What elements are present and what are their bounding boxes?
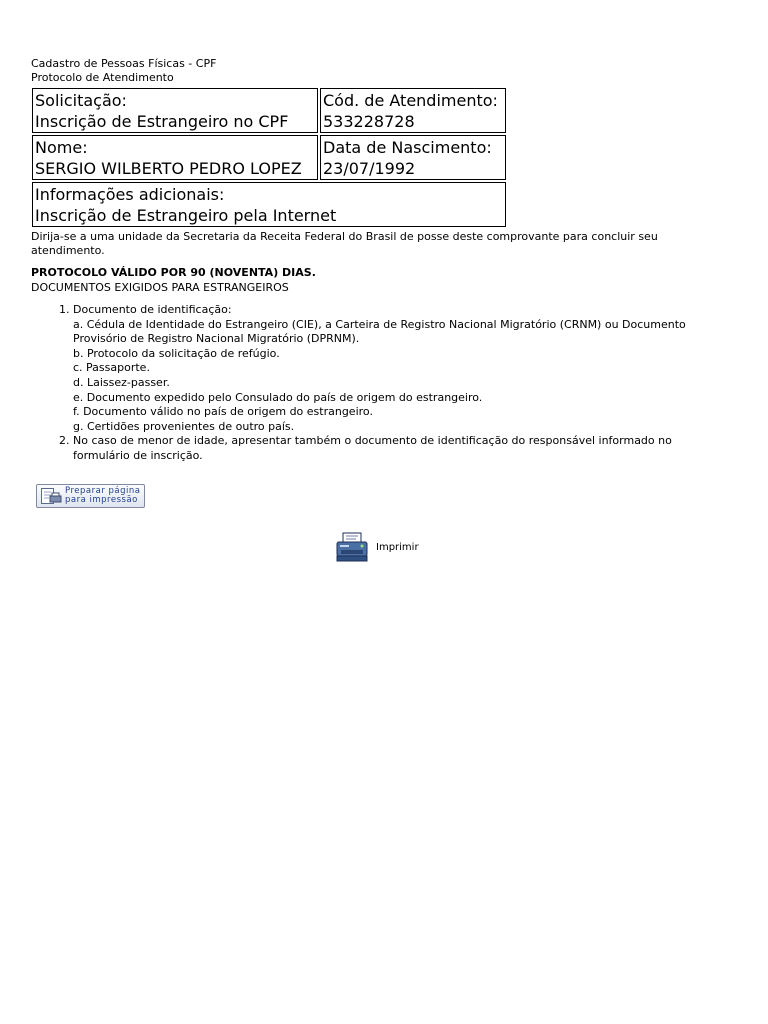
instructions-text: Dirija-se a uma unidade da Secretaria da Receita Federal do Brasil de posse deste comprovante para concluir seu atendimento. <box>31 230 658 257</box>
table-row <box>32 135 506 180</box>
list-subitem: d. Laissez-passer. <box>73 375 170 389</box>
cod-atendimento-label: Cód. de Atendimento: <box>323 91 498 110</box>
prepare-print-label-line1: Preparar página <box>65 486 141 496</box>
list-subitem: a. Cédula de Identidade do Estrangeiro (CIE), a Carteira de Registro Nacional Migratório (CRNM) ou Documento Provisório de Registro Nacional Migratório (DPRNM). <box>73 317 686 346</box>
solicitacao-value: Inscrição de Estrangeiro no CPF <box>35 112 289 131</box>
prepare-print-label <box>65 487 140 505</box>
printer-icon <box>336 532 368 562</box>
list-item-text: No caso de menor de idade, apresentar também o documento de identificação do responsável informado no formulário de inscrição. <box>73 434 672 462</box>
info-adicionais-cell <box>32 182 506 227</box>
list-subitem: e. Documento expedido pelo Consulado do país de origem do estrangeiro. <box>73 390 483 404</box>
data-nascimento-cell <box>320 135 506 180</box>
nome-value: SERGIO WILBERTO PEDRO LOPEZ <box>35 159 302 178</box>
list-subitem: c. Passaporte. <box>73 361 150 375</box>
list-item <box>73 303 731 434</box>
documents-title: DOCUMENTOS EXIGIDOS PARA ESTRANGEIROS <box>31 281 289 294</box>
cod-atendimento-cell <box>320 88 506 133</box>
page-print-preview-icon <box>40 487 62 505</box>
info-table <box>30 86 508 229</box>
list-item <box>73 434 731 463</box>
list-item-text: Documento de identificação: <box>73 303 232 316</box>
documents-list <box>31 303 731 464</box>
page-subtitle: Protocolo de Atendimento <box>31 71 174 84</box>
print-button[interactable] <box>336 532 419 562</box>
list-subitem: b. Protocolo da solicitação de refúgio. <box>73 346 280 360</box>
page-title: Cadastro de Pessoas Físicas - CPF <box>31 57 217 70</box>
info-adicionais-label: Informações adicionais: <box>35 185 225 204</box>
nome-label: Nome: <box>35 138 88 157</box>
nome-cell <box>32 135 318 180</box>
table-row <box>32 88 506 133</box>
data-nascimento-value: 23/07/1992 <box>323 159 416 178</box>
protocol-validity: PROTOCOLO VÁLIDO POR 90 (NOVENTA) DIAS. <box>31 266 316 279</box>
prepare-print-button[interactable] <box>36 484 145 508</box>
info-adicionais-value: Inscrição de Estrangeiro pela Internet <box>35 206 337 225</box>
cod-atendimento-value: 533228728 <box>323 112 415 131</box>
protocol-page <box>31 57 731 553</box>
solicitacao-label: Solicitação: <box>35 91 127 110</box>
table-row <box>32 182 506 227</box>
print-label: Imprimir <box>376 541 419 553</box>
list-subitem: g. Certidões provenientes de outro país. <box>73 419 295 433</box>
prepare-print-label-line2: para impressão <box>65 495 138 505</box>
data-nascimento-label: Data de Nascimento: <box>323 138 492 157</box>
list-subitem: f. Documento válido no país de origem do estrangeiro. <box>73 405 373 419</box>
solicitacao-cell <box>32 88 318 133</box>
